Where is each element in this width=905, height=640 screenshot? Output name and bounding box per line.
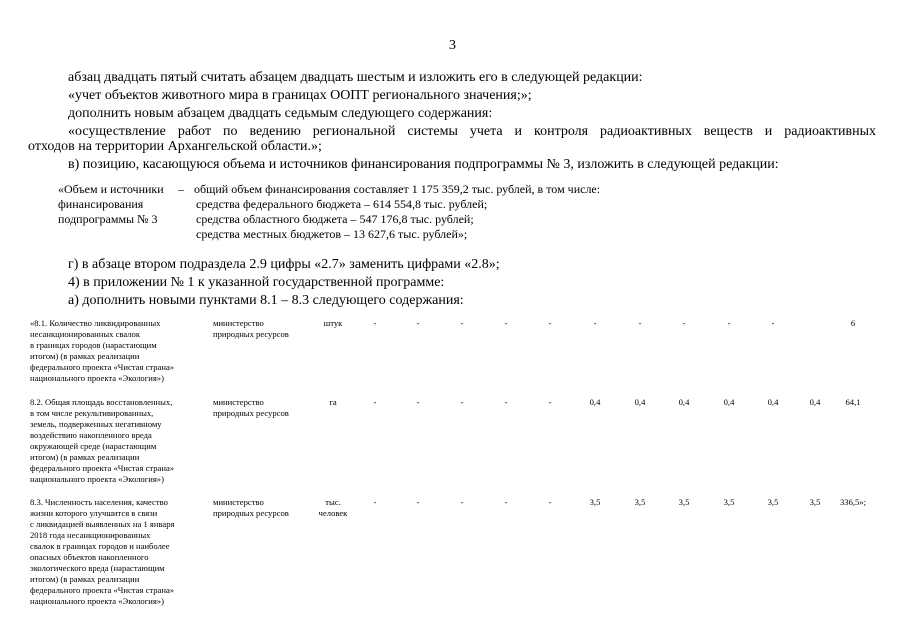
paragraph-7: 4) в приложении № 1 к указанной государственной программе: (68, 275, 445, 290)
row-value: - (727, 318, 731, 328)
row-value: 0,4 (809, 397, 821, 407)
row-value: - (548, 397, 552, 407)
row-value: 3,5 (589, 497, 601, 507)
paragraph-1: абзац двадцать пятый считать абзацем двадцать шестым и изложить его в следующей редакции: (68, 70, 643, 85)
row-value: - (504, 318, 508, 328)
row-value: - (373, 397, 377, 407)
row-total: 336,5»; (839, 497, 867, 507)
row-value: - (460, 318, 464, 328)
paragraph-5: в) позицию, касающуюся объема и источников финансирования подпрограммы № 3, изложить в следующей редакции: (68, 157, 779, 172)
finance-line-local: средства местных бюджетов – 13 627,6 тыс. рублей»; (196, 227, 468, 241)
row-value: 0,4 (589, 397, 601, 407)
finance-line-federal: средства федерального бюджета – 614 554,8 тыс. рублей; (196, 197, 488, 211)
row-value: - (460, 397, 464, 407)
paragraph-3: дополнить новым абзацем двадцать седьмым следующего содержания: (68, 106, 493, 121)
row-value: 3,5 (634, 497, 646, 507)
row-value: - (504, 397, 508, 407)
row-value: - (416, 397, 420, 407)
paragraph-8: а) дополнить новыми пунктами 8.1 – 8.3 следующего содержания: (68, 293, 464, 308)
paragraph-4-line-2: отходов на территории Архангельской области.»; (28, 139, 322, 154)
row-value: 0,4 (678, 397, 690, 407)
finance-line-total: общий объем финансирования составляет 1 175 359,2 тыс. рублей, в том числе: (194, 182, 601, 196)
row-value: - (416, 318, 420, 328)
row-value: - (593, 318, 597, 328)
row-value: - (416, 497, 420, 507)
page-number: 3 (449, 38, 456, 53)
row-value: 3,5 (767, 497, 779, 507)
row-total: 6 (850, 318, 856, 328)
row-name: 8.3. Численность населения, качество жизни которого улучшится в связи с ликвидацией выявленных на 1 января 2018 года несанкционированных свалок в границах городов и наиболее опасных объектов накопленного экологического вреда (нарастающим итогом) (в рамках реализации федерального проекта «Чистая страна» национального проекта «Экология») (30, 497, 175, 606)
row-value: - (373, 497, 377, 507)
row-value: 0,4 (723, 397, 735, 407)
row-value: - (548, 318, 552, 328)
finance-line-regional: средства областного бюджета – 547 176,8 тыс. рублей; (196, 212, 474, 226)
finance-box-dash: – (178, 182, 184, 196)
row-value: 3,5 (723, 497, 735, 507)
row-value: - (771, 318, 775, 328)
row-value: 0,4 (634, 397, 646, 407)
row-unit: га (329, 397, 337, 407)
row-value: 3,5 (678, 497, 690, 507)
row-organization: министерство природных ресурсов (213, 318, 289, 339)
row-value: 3,5 (809, 497, 821, 507)
row-organization: министерство природных ресурсов (213, 497, 289, 518)
row-value: - (682, 318, 686, 328)
row-name: «8.1. Количество ликвидированных несанкционированных свалок в границах городов (нарастающим итогом) (в рамках реализации федерального проекта «Чистая страна» национального проекта «Экология») (30, 318, 175, 383)
row-unit: тыс. человек (318, 497, 348, 518)
row-value: - (460, 497, 464, 507)
row-value: - (548, 497, 552, 507)
paragraph-2: «учет объектов животного мира в границах ООПТ регионального значения;»; (68, 88, 532, 103)
row-value: - (373, 318, 377, 328)
finance-label-line: подпрограммы № 3 (58, 212, 158, 226)
row-organization: министерство природных ресурсов (213, 397, 289, 418)
paragraph-4-line-1: «осуществление работ по ведению региональной системы учета и контроля радиоактивных веществ и радиоактивных (68, 124, 876, 139)
finance-label-line: «Объем и источники (58, 182, 164, 196)
row-total: 64,1 (845, 397, 861, 407)
paragraph-6: г) в абзаце втором подраздела 2.9 цифры «2.7» заменить цифрами «2.8»; (68, 257, 500, 272)
finance-box-text (194, 182, 600, 242)
row-unit: штук (323, 318, 343, 328)
finance-label-line: финансирования (58, 197, 144, 211)
row-value: - (638, 318, 642, 328)
row-value: 0,4 (767, 397, 779, 407)
row-value: - (504, 497, 508, 507)
row-name: 8.2. Общая площадь восстановленных, в том числе рекультивированных, земель, подверженных негативному воздействию накопленного вреда окружающей среде (нарастающим итогом) (в рамках реализации федерального проекта «Чистая страна» национального проекта «Экология») (30, 397, 175, 484)
finance-box-label (58, 182, 168, 227)
